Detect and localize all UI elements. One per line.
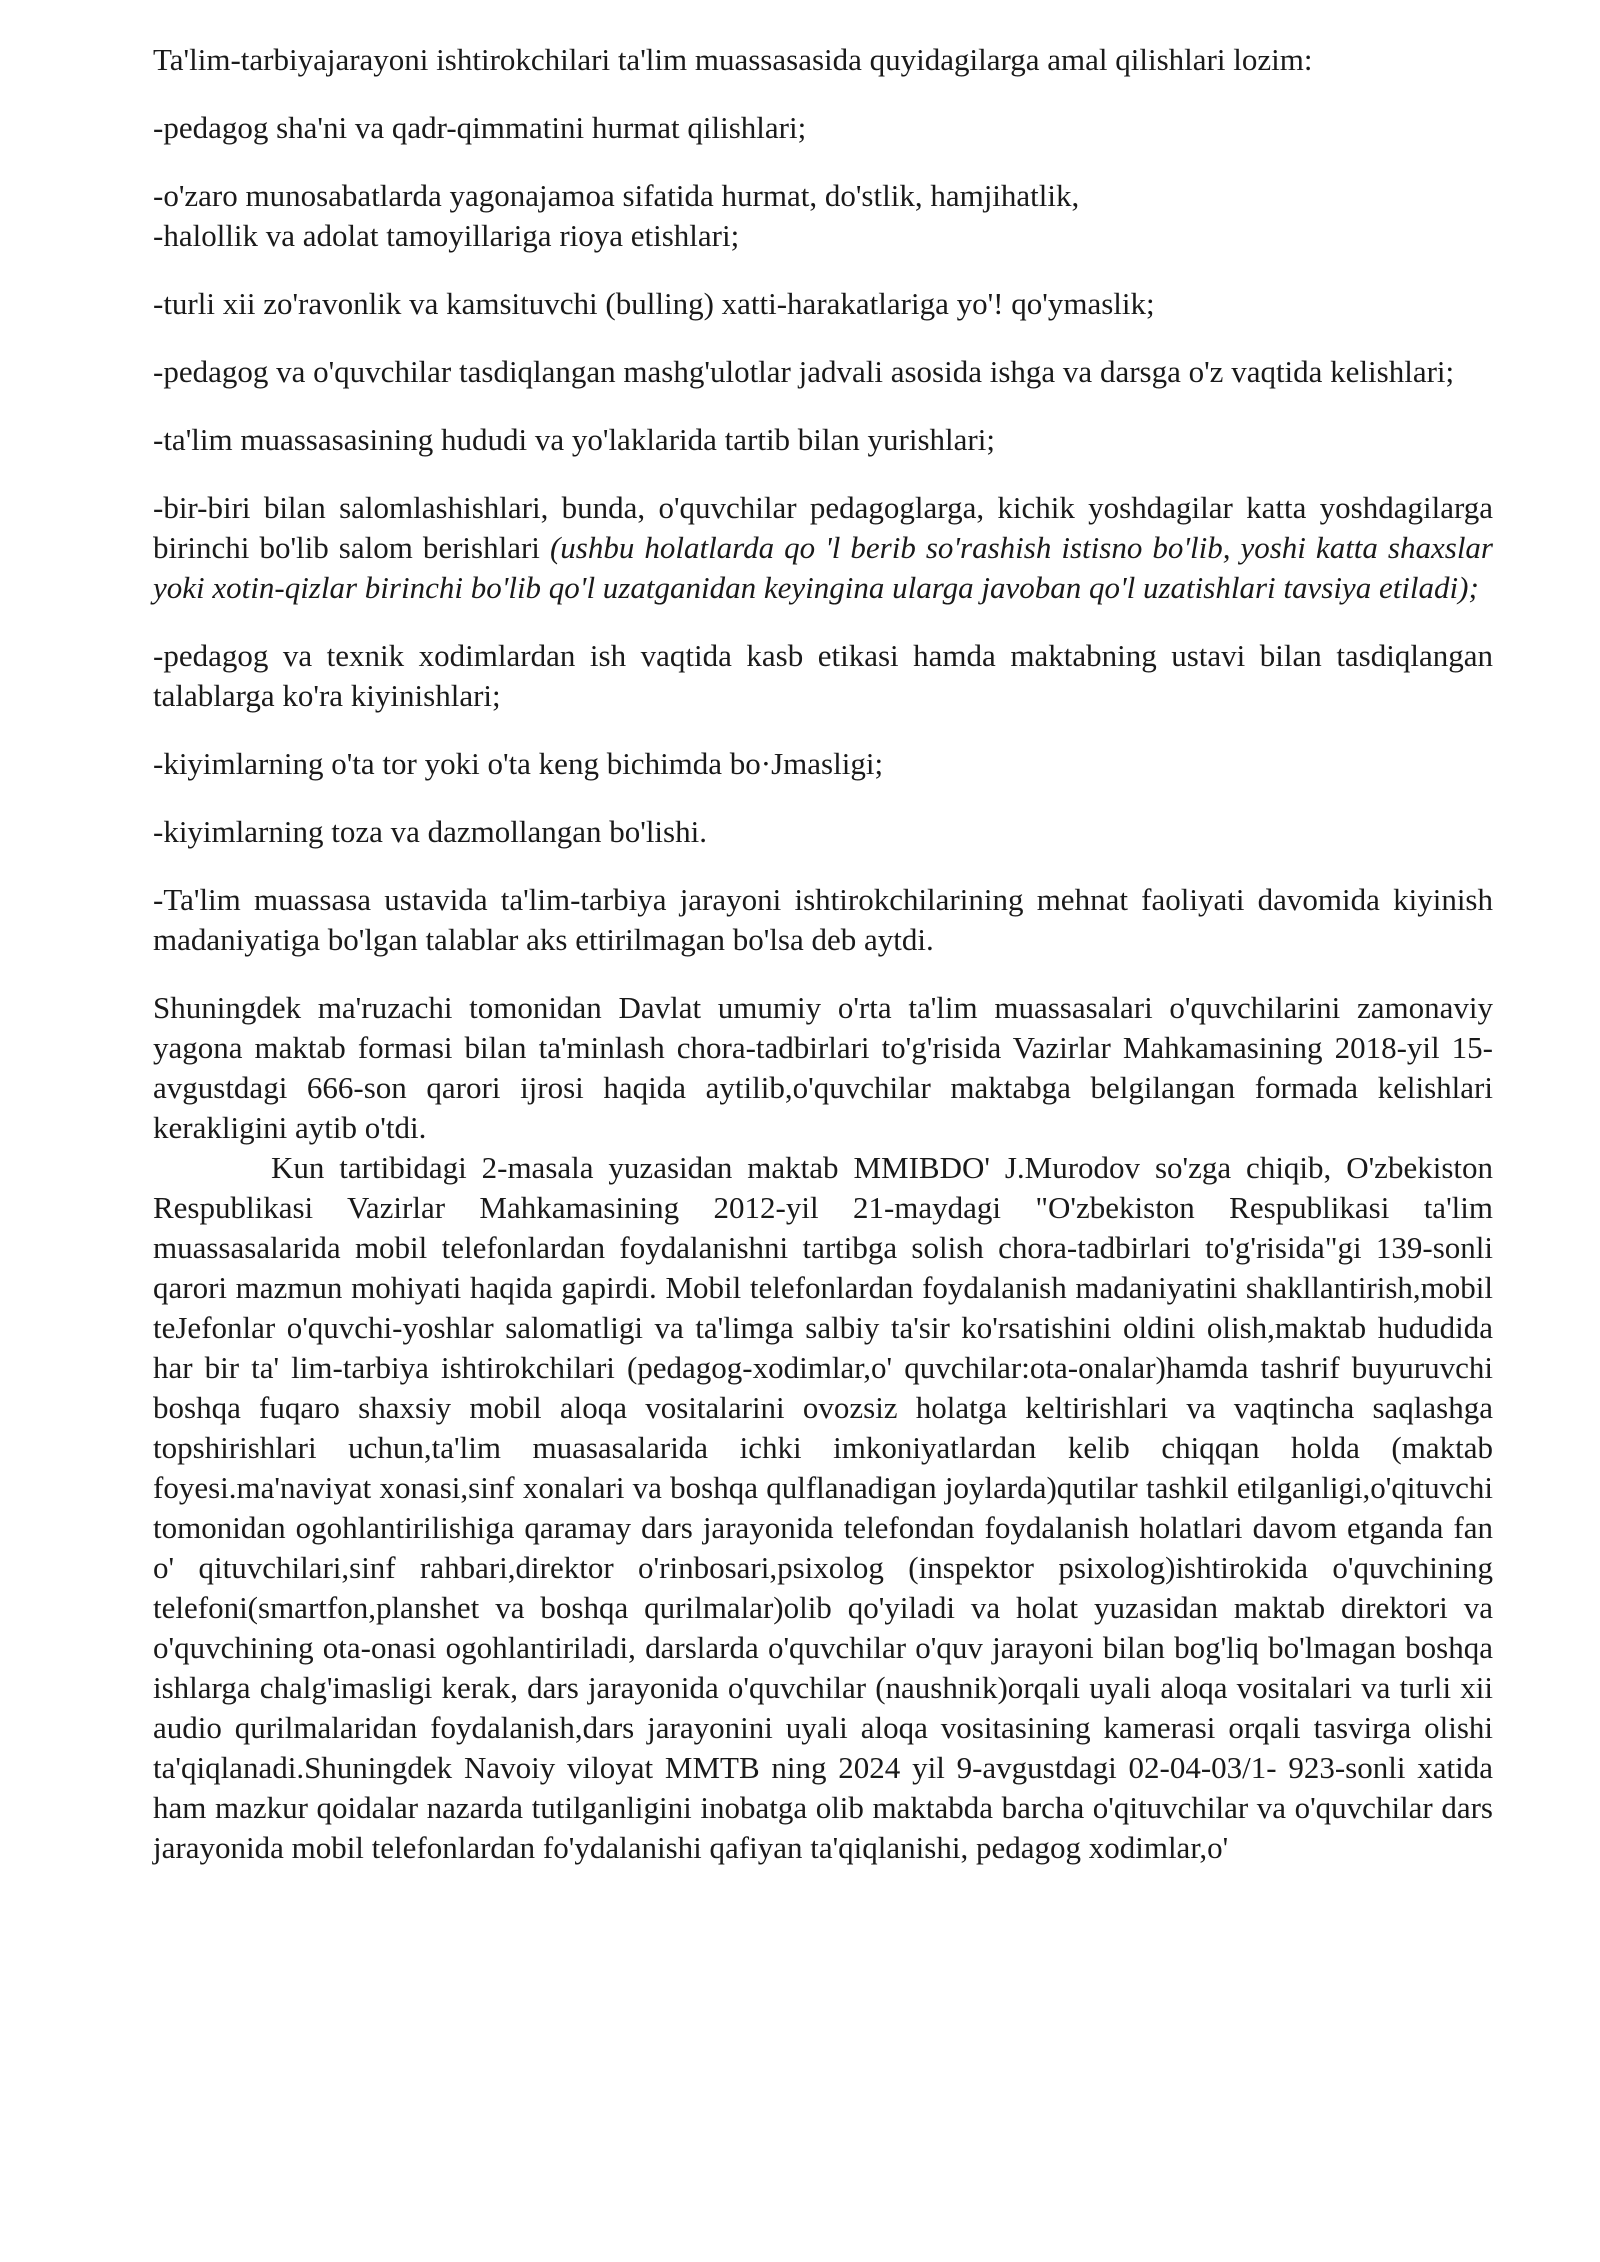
rule-greetings [153, 488, 1493, 608]
rule-mutual-relations [153, 176, 1493, 256]
rule-corridor-order: -ta'lim muassasasining hududi va yo'laklarida tartib bilan yurishlari; [153, 422, 995, 457]
rule-greetings-note: (ushbu holatlarda qo 'l berib so'rashish istisno bo'lib, yoshi katta shaxslar yoki xotin-qizlar birinchi bo'lib qo'l uzatganidan keyingina ularga javoban qo'l uzatishlari tavsiya etiladi); [153, 530, 1494, 605]
rule-clothing-fit: -kiyimlarning o'ta tor yoki o'ta keng bichimda bo·Jmasligi; [153, 746, 884, 781]
uniform-paragraph: Shuningdek ma'ruzachi tomonidan Davlat umumiy o'rta ta'lim muassasalari o'quvchilarini zamonaviy yagona maktab formasi bilan ta'minlash chora-tadbirlari to'g'risida Vazirlar Mahkamasining 2018-yil 15- avgustdagi 666-son qarori ijrosi haqida aytilib,o'quvchilar maktabga belgilangan formada kelishlari kerakligini aytib o'tdi. [153, 990, 1493, 1145]
intro-paragraph: Ta'lim-tarbiyajarayoni ishtirokchilari ta'lim muassasasida quyidagilarga amal qilishlari lozim: [153, 42, 1313, 77]
agenda-item-2-paragraph: Kun tartibidagi 2-masala yuzasidan maktab MMIBDO' J.Murodov so'zga chiqib, O'zbekiston Respublikasi Vazirlar Mahkamasining 2012-yil 21-maydagi "O'zbekiston Respublikasi ta'lim muassasalarida mobil telefonlardan foydalanishni tartibga solish chora-tadbirlari to'g'risida"gi 139-sonli qarori mazmun mohiyati haqida gapirdi. Mobil telefonlardan foydalanish madaniyatini shakllantirish,mobil teJefonlar o'quvchi-yoshlar salomatligi va ta'limga salbiy ta'sir ko'rsatishini oldini olish,maktab hududida har bir ta' lim-tarbiya ishtirokchilari (pedagog-xodimlar,o' quvchilar:ota-onalar)hamda tashrif buyuruvchi boshqa fuqaro shaxsiy mobil aloqa vositalarini ovozsiz holatga keltirishlari va vaqtincha saqlashga topshirishlari uchun,ta'lim muasasalarida ichki imkoniyatlardan kelib chiqqan holda (maktab foyesi.ma'naviyat xonasi,sinf xonalari va boshqa qulflanadigan joylarda)qutilar tashkil etilganligi,o'qituvchi tomonidan ogohlantirilishiga qaramay dars jarayonida telefondan foydalanish holatlari davom etganda fan o' qituvchilari,sinf rahbari,direktor o'rinbosari,psixolog (inspektor psixolog)ishtirokida o'quvchining telefoni(smartfon,planshet va boshqa qurilmalar)olib qo'yiladi va holat yuzasidan maktab direktori va o'quvchining ota-onasi ogohlantiriladi, darslarda o'quvchilar o'quv jarayoni bilan bog'liq bo'lmagan boshqa ishlarga chalg'imasligi kerak, dars jarayonida o'quvchilar (naushnik)orqali uyali aloqa vositalari va turli xii audio qurilmalaridan foydalanish,dars jarayonini uyali aloqa vositasining kamerasi orqali tasvirga olishi ta'qiqlanadi.Shuningdek Navoiy viloyat MMTB ning 2024 yil 9-avgustdagi 02-04-03/1- 923-sonli xatida ham mazkur qoidalar nazarda tutilganligini inobatga olib maktabda barcha o'qituvchilar va o'quvchilar dars jarayonida mobil telefonlardan fo'ydalanishi qafiyan ta'qiqlanishi, pedagog xodimlar,o' [153, 1150, 1493, 1865]
rule-dress-code: -pedagog va texnik xodimlardan ish vaqtida kasb etikasi hamda maktabning ustavi bilan tasdiqlangan talablarga ko'ra kiyinishlari; [153, 638, 1493, 713]
rule-mutual-relations-line2: -halollik va adolat tamoyillariga rioya etishlari; [153, 218, 740, 253]
rule-mutual-relations-line1: -o'zaro munosabatlarda yagonajamoa sifatida hurmat, do'stlik, hamjihatlik, [153, 178, 1080, 213]
rule-respect-pedagog: -pedagog sha'ni va qadr-qimmatini hurmat qilishlari; [153, 110, 807, 145]
rule-punctuality: -pedagog va o'quvchilar tasdiqlangan mashg'ulotlar jadvali asosida ishga va darsga o'z vaqtida kelishlari; [153, 354, 1455, 389]
document-page [153, 40, 1493, 1868]
rule-greetings-text: -bir-biri bilan salomlashishlari, bunda, o'quvchilar pedagoglarga, kichik yoshdagilar katta yoshdagilarga birinchi bo'lib salom berishlari [153, 490, 1493, 565]
rule-clothing-clean: -kiyimlarning toza va dazmollangan bo'lishi. [153, 814, 707, 849]
rule-charter-note: -Ta'lim muassasa ustavida ta'lim-tarbiya jarayoni ishtirokchilarining mehnat faoliyati davomida kiyinish madaniyatiga bo'lgan talablar aks ettirilmagan bo'lsa deb aytdi. [153, 882, 1493, 957]
rule-no-bullying: -turli xii zo'ravonlik va kamsituvchi (bulling) xatti-harakatlariga yo'! qo'ymaslik; [153, 286, 1155, 321]
